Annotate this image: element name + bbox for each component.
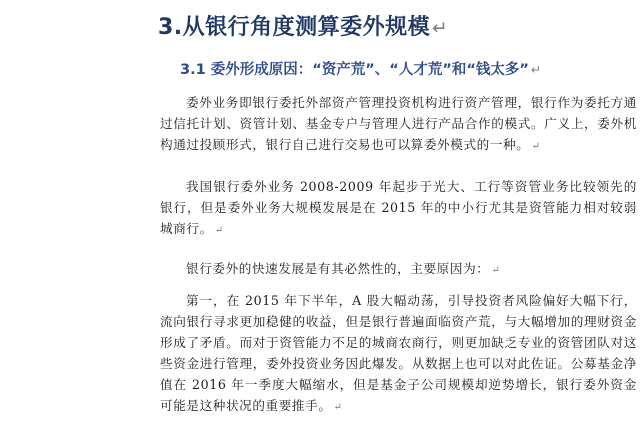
paragraph-mark-icon: ↵ xyxy=(531,141,541,152)
paragraph-text: 第一，在 2015 年下半年，A 股大幅动荡，引导投资者风险偏好大幅下行，流向银行寻求更加稳健的收益，但是银行普遍面临资产荒，与大幅增加的理财资金形成了矛盾。而对于资管能力不足的城商农商行，则更加缺乏专业的资管团队对这些资金进行管理，委外投资业务因此爆发。从数据上也可以对此佐证。公募基金净值在 2016 年一季度大幅缩水，但是基金子公司规模却逆势增长，银行委外资金可能是这种状况的重要推手。 xyxy=(160,293,637,413)
paragraph-definition xyxy=(160,92,637,157)
section-heading xyxy=(158,10,448,41)
paragraph-mark-icon: ↵ xyxy=(214,225,224,236)
paragraph-text: 我国银行委外业务 2008-2009 年起步于光大、工行等资管业务比较领先的银行，但是委外业务大规模发展是在 2015 年的中小行尤其是资管能力相对较弱城商行。 xyxy=(160,179,637,236)
paragraph-history xyxy=(160,176,637,241)
section-heading-text: 3.从银行角度测算委外规模 xyxy=(158,15,431,40)
subsection-heading-text: 3.1 委外形成原因：“资产荒”、“人才荒”和“钱太多” xyxy=(180,62,529,78)
paragraph-mark-icon: ↵ xyxy=(491,265,501,276)
paragraph-mark-icon: ↵ xyxy=(333,402,343,413)
paragraph-text: 委外业务即银行委托外部资产管理投资机构进行资产管理，银行作为委托方通过信托计划、资管计划、基金专户与管理人进行产品合作的模式。广义上，委外机构通过投顾形式，银行自己进行交易也可以算委外模式的一种。 xyxy=(160,95,637,152)
paragraph-mark-icon: ↵ xyxy=(530,63,542,77)
subsection-heading xyxy=(180,58,541,79)
paragraph-text: 银行委外的快速发展是有其必然性的，主要原因为： xyxy=(186,261,490,276)
paragraph-reasons-intro xyxy=(160,258,637,281)
paragraph-reason-first xyxy=(160,290,637,418)
paragraph-mark-icon: ↵ xyxy=(432,18,449,39)
